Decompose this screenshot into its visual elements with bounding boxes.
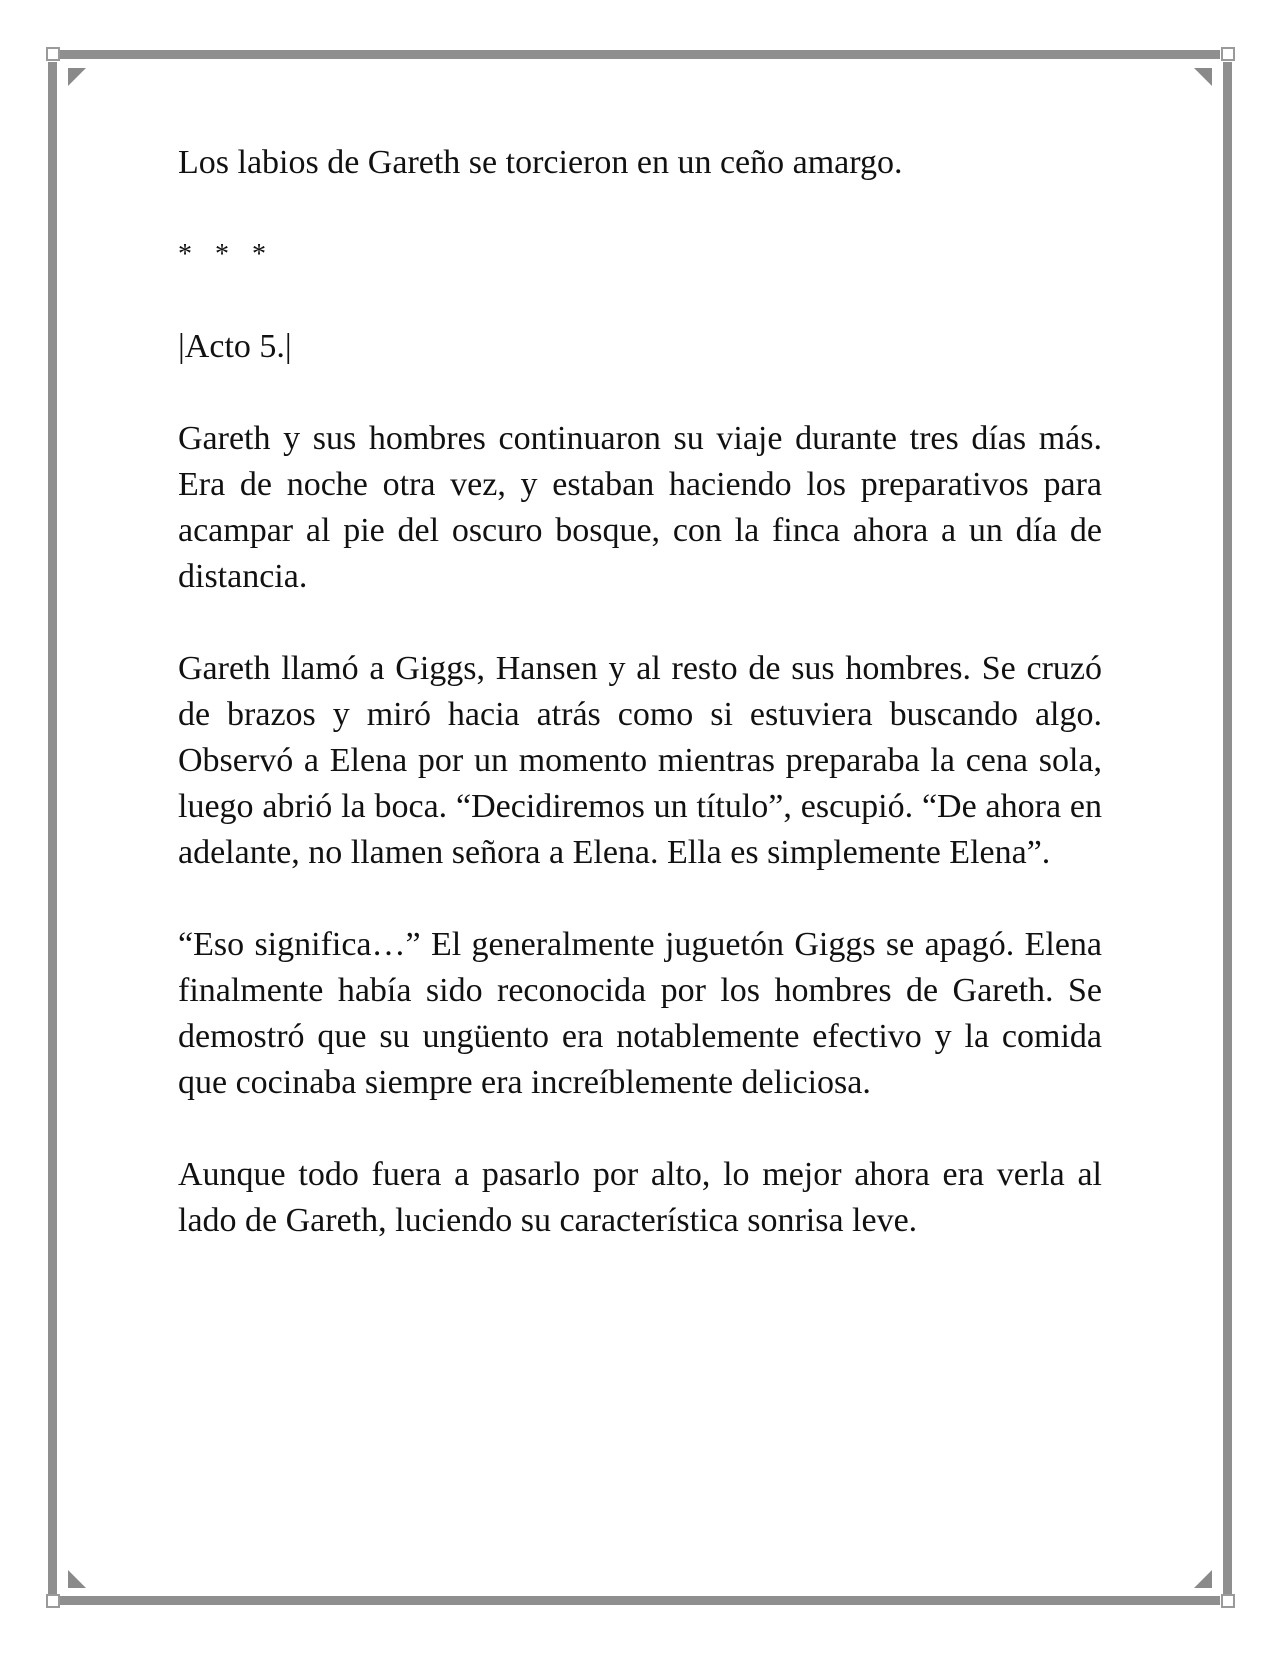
corner-ornament-bottom-right <box>1221 1594 1235 1608</box>
scene-separator: * * * <box>178 239 274 270</box>
paragraph-opening: Los labios de Gareth se torcieron en un ceño amargo. <box>178 144 903 181</box>
chapter-heading: |Acto 5.| <box>178 328 292 365</box>
border-left <box>48 62 57 1594</box>
corner-triangle-top-left <box>68 68 86 86</box>
border-bottom <box>60 1596 1220 1605</box>
corner-triangle-bottom-right <box>1194 1570 1212 1588</box>
paragraph-recognition: “Eso significa…” El generalmente juguetón Giggs se apagó. Elena finalmente había sido reconocida por los hombres de Gareth. Se demostró que su ungüento era notablemente efectivo y la comida que cocinaba siempre era increíblemente deliciosa. <box>178 926 1102 1101</box>
corner-triangle-top-right <box>1194 68 1212 86</box>
paragraph-title-decision: Gareth llamó a Giggs, Hansen y al resto de sus hombres. Se cruzó de brazos y miró hacia atrás como si estuviera buscando algo. Observó a Elena por un momento mientras preparaba la cena sola, luego abrió la boca. “Decidiremos un título”, escupió. “De ahora en adelante, no llamen señora a Elena. Ella es simplemente Elena”. <box>178 650 1102 871</box>
corner-triangle-bottom-left <box>68 1570 86 1588</box>
page-body <box>178 140 1102 1290</box>
paragraph-closing: Aunque todo fuera a pasarlo por alto, lo mejor ahora era verla al lado de Gareth, luciendo su característica sonrisa leve. <box>178 1156 1102 1239</box>
border-top <box>60 50 1220 59</box>
border-right <box>1223 62 1232 1594</box>
paragraph-journey: Gareth y sus hombres continuaron su viaje durante tres días más. Era de noche otra vez, y estaban haciendo los preparativos para acampar al pie del oscuro bosque, con la finca ahora a un día de distancia. <box>178 420 1102 595</box>
corner-ornament-bottom-left <box>46 1594 60 1608</box>
corner-ornament-top-right <box>1221 47 1235 61</box>
corner-ornament-top-left <box>46 47 60 61</box>
